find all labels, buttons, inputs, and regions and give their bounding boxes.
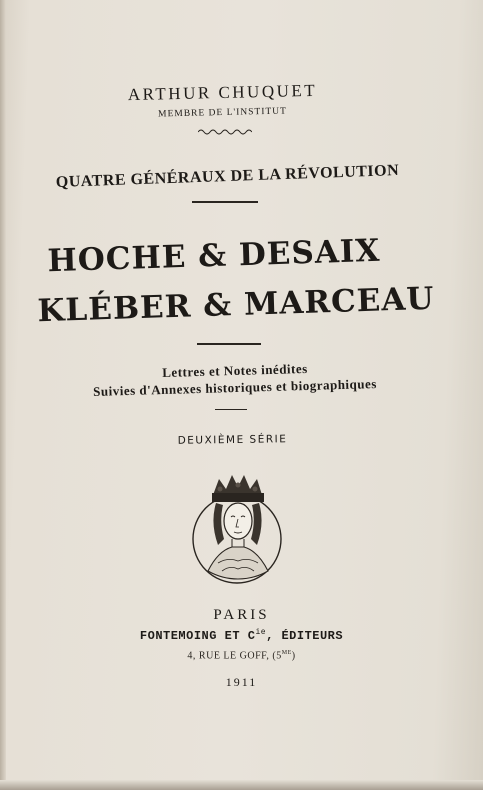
divider-rule: [197, 343, 261, 345]
marianne-medallion-icon: [188, 473, 286, 585]
main-title-line1: HOCHE & DESAIX: [47, 232, 381, 280]
series-title: QUATRE GÉNÉRAUX DE LA RÉVOLUTION: [55, 162, 400, 191]
subtitle-line2: Suivies d'Annexes historiques et biographiques: [92, 376, 378, 399]
subtitle-line1: Lettres et Notes inédites: [162, 360, 308, 381]
main-title-line2: KLÉBER & MARCEAU: [37, 280, 435, 330]
publication-city: PARIS: [213, 607, 270, 623]
divider-rule: [215, 409, 247, 410]
author-name: ARTHUR CHUQUET: [127, 80, 318, 105]
edition-label: DEUXIÈME SÉRIE: [177, 433, 288, 447]
ornament-squiggle-icon: [198, 128, 252, 136]
publisher-name: FONTEMOING ET $C^{ie}$, ÉDITEURS: [139, 628, 344, 643]
publication-year: 1911: [225, 675, 258, 689]
divider-rule: [192, 201, 258, 203]
author-affiliation: MEMBRE DE L'INSTITUT: [157, 106, 288, 120]
page-bottom-edge: [0, 780, 483, 790]
publisher-address: 4, RUE LE GOFF, $(5^{me})$: [187, 647, 296, 662]
